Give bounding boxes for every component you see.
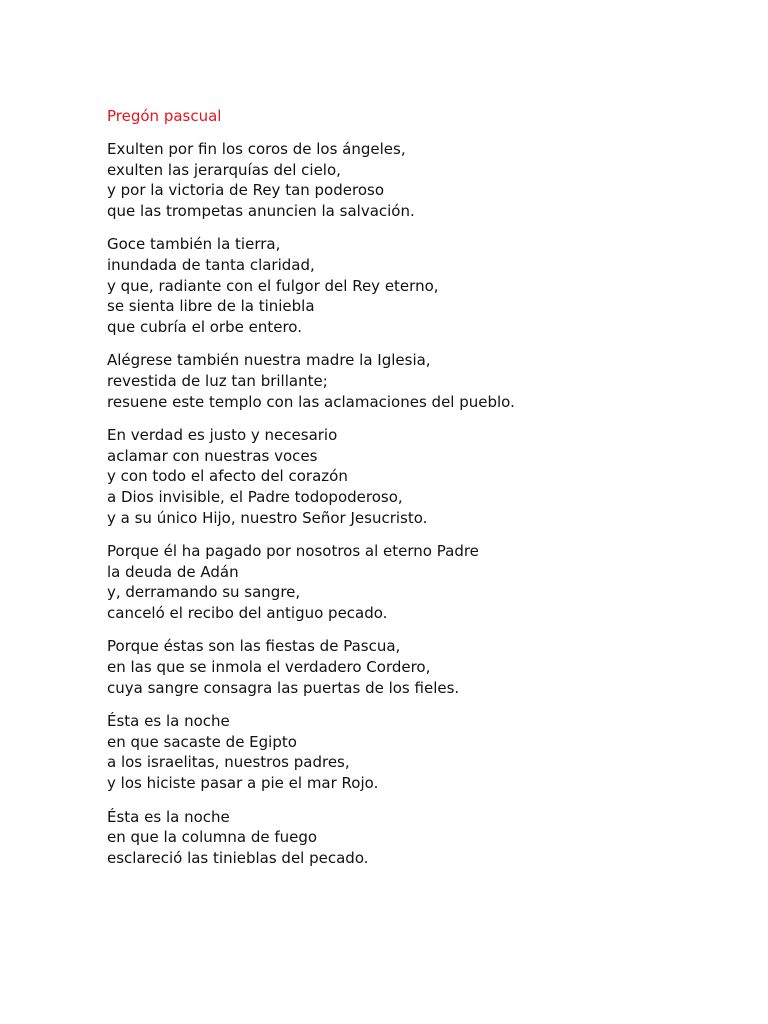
document-title: Pregón pascual bbox=[107, 107, 222, 125]
stanza bbox=[107, 636, 727, 698]
verse-line: a Dios invisible, el Padre todopoderoso, bbox=[107, 487, 403, 506]
stanza bbox=[107, 711, 727, 793]
verse-line: aclamar con nuestras voces bbox=[107, 446, 318, 465]
verse-line: Goce también la tierra, bbox=[107, 235, 281, 254]
verse-line: cuya sangre consagra las puertas de los fieles. bbox=[107, 678, 460, 697]
verse-line: exulten las jerarquías del cielo, bbox=[107, 160, 341, 179]
verse-line: y los hiciste pasar a pie el mar Rojo. bbox=[107, 774, 379, 793]
verse-line: que las trompetas anuncien la salvación. bbox=[107, 201, 415, 220]
verse-line: Exulten por fin los coros de los ángeles, bbox=[107, 140, 406, 158]
verse-line: en las que se inmola el verdadero Cordero, bbox=[107, 658, 431, 677]
verse-line: en que la columna de fuego bbox=[107, 828, 318, 847]
verse-line: se sienta libre de la tiniebla bbox=[107, 297, 315, 316]
stanza-list bbox=[107, 139, 727, 868]
verse-line: y a su único Hijo, nuestro Señor Jesucristo. bbox=[107, 508, 428, 527]
verse-line: y con todo el afecto del corazón bbox=[107, 467, 348, 486]
verse-line: la deuda de Adán bbox=[107, 562, 239, 581]
verse-line: Porque éstas son las fiestas de Pascua, bbox=[107, 637, 401, 656]
verse-line: esclareció las tinieblas del pecado. bbox=[107, 848, 369, 867]
stanza bbox=[107, 807, 727, 869]
stanza bbox=[107, 541, 727, 623]
document-page bbox=[107, 106, 727, 881]
verse-line: resuene este templo con las aclamaciones del pueblo. bbox=[107, 392, 515, 411]
stanza bbox=[107, 234, 727, 337]
verse-line: Porque él ha pagado por nosotros al eterno Padre bbox=[107, 542, 479, 561]
verse-line: Ésta es la noche bbox=[107, 712, 230, 731]
verse-line: inundada de tanta claridad, bbox=[107, 255, 315, 274]
verse-line: y que, radiante con el fulgor del Rey eterno, bbox=[107, 276, 439, 295]
stanza bbox=[107, 139, 727, 221]
stanza bbox=[107, 425, 727, 528]
verse-line: y, derramando su sangre, bbox=[107, 583, 301, 602]
verse-line: Alégrese también nuestra madre la Iglesia, bbox=[107, 351, 431, 370]
verse-line: canceló el recibo del antiguo pecado. bbox=[107, 603, 388, 622]
verse-line: En verdad es justo y necesario bbox=[107, 426, 338, 445]
stanza bbox=[107, 350, 727, 412]
verse-line: revestida de luz tan brillante; bbox=[107, 371, 328, 390]
verse-line: y por la victoria de Rey tan poderoso bbox=[107, 181, 384, 200]
verse-line: que cubría el orbe entero. bbox=[107, 317, 302, 336]
verse-line: Ésta es la noche bbox=[107, 807, 230, 826]
verse-line: en que sacaste de Egipto bbox=[107, 732, 297, 751]
verse-line: a los israelitas, nuestros padres, bbox=[107, 753, 350, 772]
